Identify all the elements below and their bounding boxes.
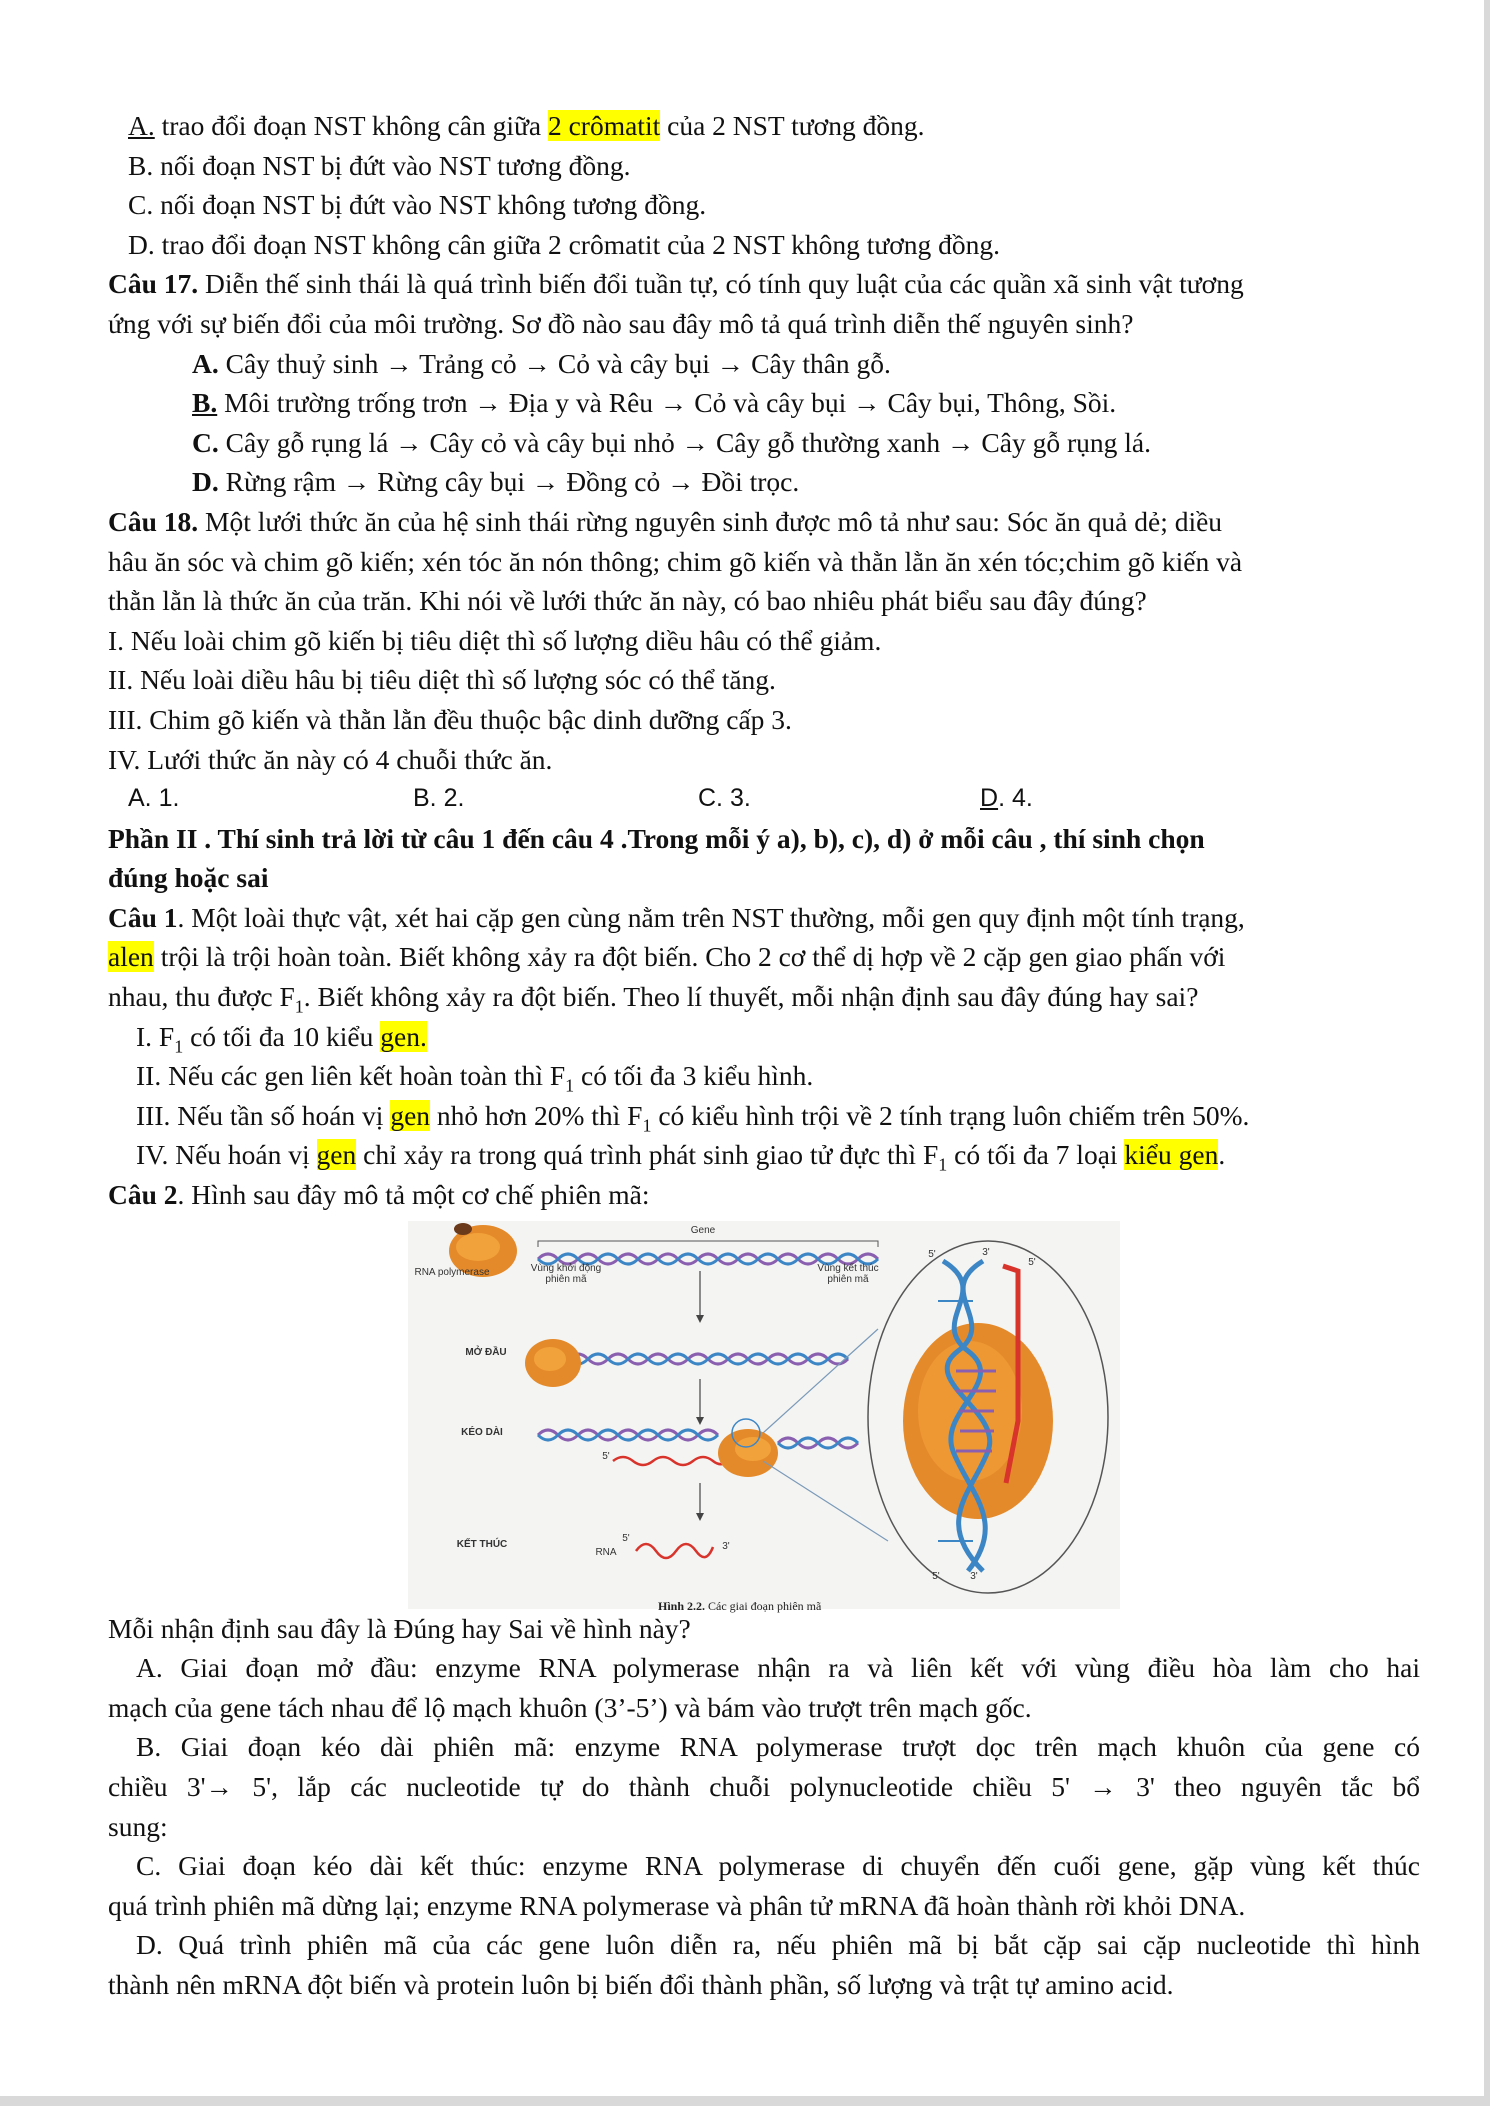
- rna-polymerase-initiation: [525, 1339, 581, 1387]
- p2q1-statement-1: [108, 1017, 1420, 1057]
- q18-statement-3: III. Chim gõ kiến và thằn lằn đều thuộc bậc dinh dưỡng cấp 3.: [108, 703, 792, 735]
- q18-statement-1: I. Nếu loài chim gõ kiến bị tiêu diệt thì số lượng diều hâu có thể giảm.: [108, 624, 882, 656]
- p2q1-stem-line1: [108, 898, 1420, 938]
- zoomed-view: [868, 1241, 1108, 1593]
- page-bottom-edge: [0, 2096, 1490, 2106]
- q16-option-c: C. nối đoạn NST bị đứt vào NST không tương đồng.: [128, 189, 707, 221]
- text: IV. Nếu hoán vị: [136, 1139, 317, 1171]
- figure-5prime-elongation: 5': [602, 1450, 610, 1462]
- figure-terminator-label: Vùng kết thúc phiên mã: [817, 1262, 879, 1285]
- q16-option-a: [108, 106, 1420, 146]
- document-body: [108, 106, 1420, 2005]
- text: trao đổi đoạn NST không cân giữa: [154, 110, 548, 141]
- text: có tối đa 3 kiểu hình.: [574, 1060, 814, 1092]
- question-label: Câu 2: [108, 1179, 178, 1211]
- text: có kiểu hình trội về 2 tính trạng luôn chiếm trên 50%.: [651, 1099, 1250, 1131]
- figure-gene-label: Gene: [690, 1224, 716, 1236]
- highlight: kiểu gen: [1124, 1139, 1219, 1171]
- p2q2-statement-b-line3: sung:: [108, 1810, 168, 1842]
- q18-statement-2: II. Nếu loài diều hâu bị tiêu diệt thì số lượng sóc có thể tăng.: [108, 664, 776, 696]
- caption-label: Hình 2.2.: [658, 1598, 706, 1613]
- q18-option-c: C. 3.: [698, 784, 751, 813]
- option-letter: C.: [192, 426, 219, 458]
- heading-text: Phần II . Thí sinh trả lời từ câu 1 đến câu 4 .Trong mỗi ý a), b), c), d) ở mỗi câu , thí sinh chọn: [108, 822, 1205, 854]
- text: II. Nếu các gen liên kết hoàn toàn thì F: [136, 1060, 566, 1092]
- transcription-figure: [408, 1221, 1120, 1613]
- question-label: Câu 17.: [108, 268, 199, 300]
- subscript: 1: [565, 1075, 575, 1096]
- p2q2-intro: Mỗi nhận định sau đây là Đúng hay Sai về hình này?: [108, 1612, 691, 1644]
- q17-stem-line2: ứng với sự biến đổi của môi trường. Sơ đồ nào sau đây mô tả quá trình diễn thế nguyên sinh?: [108, 307, 1134, 339]
- q18-statement-4: IV. Lưới thức ăn này có 4 chuỗi thức ăn.: [108, 743, 553, 775]
- p2q2-statement-b-line1: B. Giai đoạn kéo dài phiên mã: enzyme RNA polymerase trượt dọc trên mạch khuôn của gene có: [136, 1731, 1420, 1763]
- subscript: 1: [294, 996, 304, 1017]
- text: . Hình sau đây mô tả một cơ chế phiên mã:: [177, 1179, 650, 1211]
- subscript: 1: [938, 1154, 948, 1175]
- text: Cây gỗ rụng lá → Cây cỏ và cây bụi nhỏ → Cây gỗ thường xanh → Cây gỗ rụng lá.: [218, 426, 1151, 458]
- q18-option-a: A. 1.: [128, 784, 180, 813]
- text: Môi trường trống trơn → Địa y và Rêu → Cỏ và cây bụi → Cây bụi, Thông, Sồi.: [217, 387, 1117, 419]
- text: .: [1218, 1139, 1226, 1171]
- heading-text: đúng hoặc sai: [108, 862, 269, 894]
- zoom-line-bottom: [763, 1461, 888, 1541]
- text: trội là trội hoàn toàn. Biết không xảy ra đột biến. Cho 2 cơ thể dị hợp về 2 cặp gen giao phấn với: [153, 941, 1226, 973]
- transcription-diagram: [408, 1221, 1120, 1609]
- figure-promoter-label: Vùng khởi động phiên mã: [530, 1262, 602, 1285]
- q17-option-d: [108, 462, 1420, 502]
- figure-5prime-termination: 5': [622, 1532, 630, 1544]
- figure-zoom-3prime-top: 3': [982, 1246, 990, 1258]
- text: chỉ xảy ra trong quá trình phát sinh giao tử đực thì F: [356, 1139, 939, 1171]
- figure-stage-elongation: KÉO DÀI: [461, 1426, 503, 1438]
- subscript: 1: [174, 1036, 184, 1057]
- option-letter: A.: [192, 347, 219, 379]
- q18-option-d: [980, 779, 1033, 819]
- text: có tối đa 10 kiểu: [183, 1020, 381, 1052]
- highlight: 2 crômatit: [547, 110, 661, 141]
- text: nhỏ hơn 20% thì F: [430, 1099, 643, 1131]
- text: . Một loài thực vật, xét hai cặp gen cùng nằm trên NST thường, mỗi gen quy định một tính trạng,: [177, 901, 1245, 933]
- text: Một lưới thức ăn của hệ sinh thái rừng nguyên sinh được mô tả như sau: Sóc ăn quả dẻ; diều: [198, 505, 1223, 537]
- q18-stem-line1: [108, 502, 1420, 542]
- question-label: Câu 1: [108, 901, 178, 933]
- p2q2-statement-d-line1: D. Quá trình phiên mã của các gene luôn diễn ra, nếu phiên mã bị bắt cặp sai cặp nucleotide thì hình: [136, 1929, 1420, 1961]
- p2q1-statement-2: [108, 1056, 1420, 1096]
- q16-option-b: B. nối đoạn NST bị đứt vào NST tương đồng.: [128, 149, 631, 181]
- p2q2-statement-c-line1: C. Giai đoạn kéo dài kết thúc: enzyme RNA polymerase di chuyển đến cuối gene, gặp vùng kết thúc: [136, 1850, 1420, 1882]
- option-letter: D.: [192, 466, 219, 498]
- q17-option-c: [108, 423, 1420, 463]
- text: Rừng rậm → Rừng cây bụi → Đồng cỏ → Đồi trọc.: [218, 466, 800, 498]
- text: của 2 NST tương đồng.: [660, 110, 925, 141]
- text: III. Nếu tần số hoán vị: [136, 1099, 391, 1131]
- figure-rna-label: RNA: [595, 1546, 617, 1558]
- highlight: alen: [108, 941, 154, 973]
- text: I. F: [136, 1020, 175, 1052]
- highlight: gen: [390, 1099, 431, 1131]
- text: nhau, thu được F: [108, 981, 295, 1013]
- p2q1-stem-line2: [108, 937, 1420, 977]
- p2q2-stem: [108, 1175, 1420, 1215]
- p2q2-statement-a-line1: A. Giai đoạn mở đầu: enzyme RNA polymerase nhận ra và liên kết với vùng điều hòa làm cho hai: [136, 1652, 1420, 1684]
- q18-option-b: B. 2.: [413, 784, 465, 813]
- p2q1-statement-4: [108, 1135, 1420, 1175]
- caption-text: Các giai đoạn phiên mã: [705, 1598, 822, 1613]
- dna-initiation-row: [568, 1354, 848, 1364]
- rna-termination: [636, 1544, 713, 1558]
- figure-zoom-5prime-bottom: 5': [932, 1570, 940, 1582]
- figure-caption: [658, 1587, 821, 1627]
- q16-option-d: D. trao đổi đoạn NST không cân giữa 2 crômatit của 2 NST không tương đồng.: [128, 228, 1001, 260]
- p2q1-statement-3: [108, 1096, 1420, 1136]
- dna-elongation-row: [538, 1430, 858, 1465]
- answer-letter: B.: [192, 387, 218, 419]
- answer-letter: A.: [128, 110, 155, 141]
- q17-option-a: [108, 344, 1420, 384]
- text: . 4.: [998, 784, 1033, 813]
- figure-rna-polymerase-label: RNA polymerase: [414, 1266, 490, 1278]
- text: . Biết không xảy ra đột biến. Theo lí thuyết, mỗi nhận định sau đây đúng hay sai?: [303, 981, 1199, 1013]
- p2q2-statement-a-line2: mạch của gene tách nhau để lộ mạch khuôn (3’-5’) và bám vào trượt trên mạch gốc.: [108, 1691, 1032, 1723]
- figure-zoom-5prime-top: 5': [928, 1248, 936, 1260]
- q18-stem-line2: hâu ăn sóc và chim gõ kiến; xén tóc ăn nón thông; chim gõ kiến và thằn lằn ăn xén tóc;chim gõ kiến và: [108, 545, 1243, 577]
- answer-letter: D: [980, 784, 999, 813]
- zoom-line-top: [763, 1329, 878, 1433]
- q18-stem-line3: thằn lằn là thức ăn của trăn. Khi nói về lưới thức ăn này, có bao nhiêu phát biểu sau đây đúng?: [108, 585, 1147, 617]
- highlight: gen: [316, 1139, 357, 1171]
- figure-zoom-5prime-rna: 5': [1028, 1256, 1036, 1268]
- text: có tối đa 7 loại: [947, 1139, 1125, 1171]
- part2-heading-line1: [108, 819, 1420, 859]
- page-edge: [1484, 0, 1490, 2106]
- question-label: Câu 18.: [108, 505, 199, 537]
- q17-stem-line1: [108, 264, 1420, 304]
- subscript: 1: [642, 1115, 652, 1136]
- p2q2-statement-b-line2: chiều 3'→ 5', lắp các nucleotide tự do thành chuỗi polynucleotide chiều 5' → 3' theo nguyên tắc bổ: [108, 1771, 1420, 1802]
- q18-options: [108, 779, 1420, 819]
- figure-stage-initiation: MỞ ĐẦU: [465, 1346, 507, 1358]
- text: Cây thuỷ sinh → Trảng cỏ → Cỏ và cây bụi → Cây thân gỗ.: [218, 347, 891, 379]
- gene-bracket: [538, 1241, 878, 1247]
- p2q1-stem-line3: [108, 977, 1420, 1017]
- highlight: gen.: [380, 1020, 427, 1052]
- p2q2-statement-c-line2: quá trình phiên mã dừng lại; enzyme RNA polymerase và phân tử mRNA đã hoàn thành rời khỏi DNA.: [108, 1889, 1246, 1921]
- figure-zoom-3prime-bottom: 3': [970, 1570, 978, 1582]
- p2q2-statement-d-line2: thành nên mRNA đột biến và protein luôn bị biến đổi thành phần, số lượng và trật tự amino acid.: [108, 1968, 1174, 2000]
- q17-option-b: [108, 383, 1420, 423]
- part2-heading-line2: [108, 858, 1420, 898]
- figure-stage-termination: KẾT THÚC: [456, 1538, 508, 1550]
- text: Diễn thế sinh thái là quá trình biến đổi tuần tự, có tính quy luật của các quần xã sinh vật tương: [198, 268, 1244, 300]
- figure-3prime-termination: 3': [722, 1540, 730, 1552]
